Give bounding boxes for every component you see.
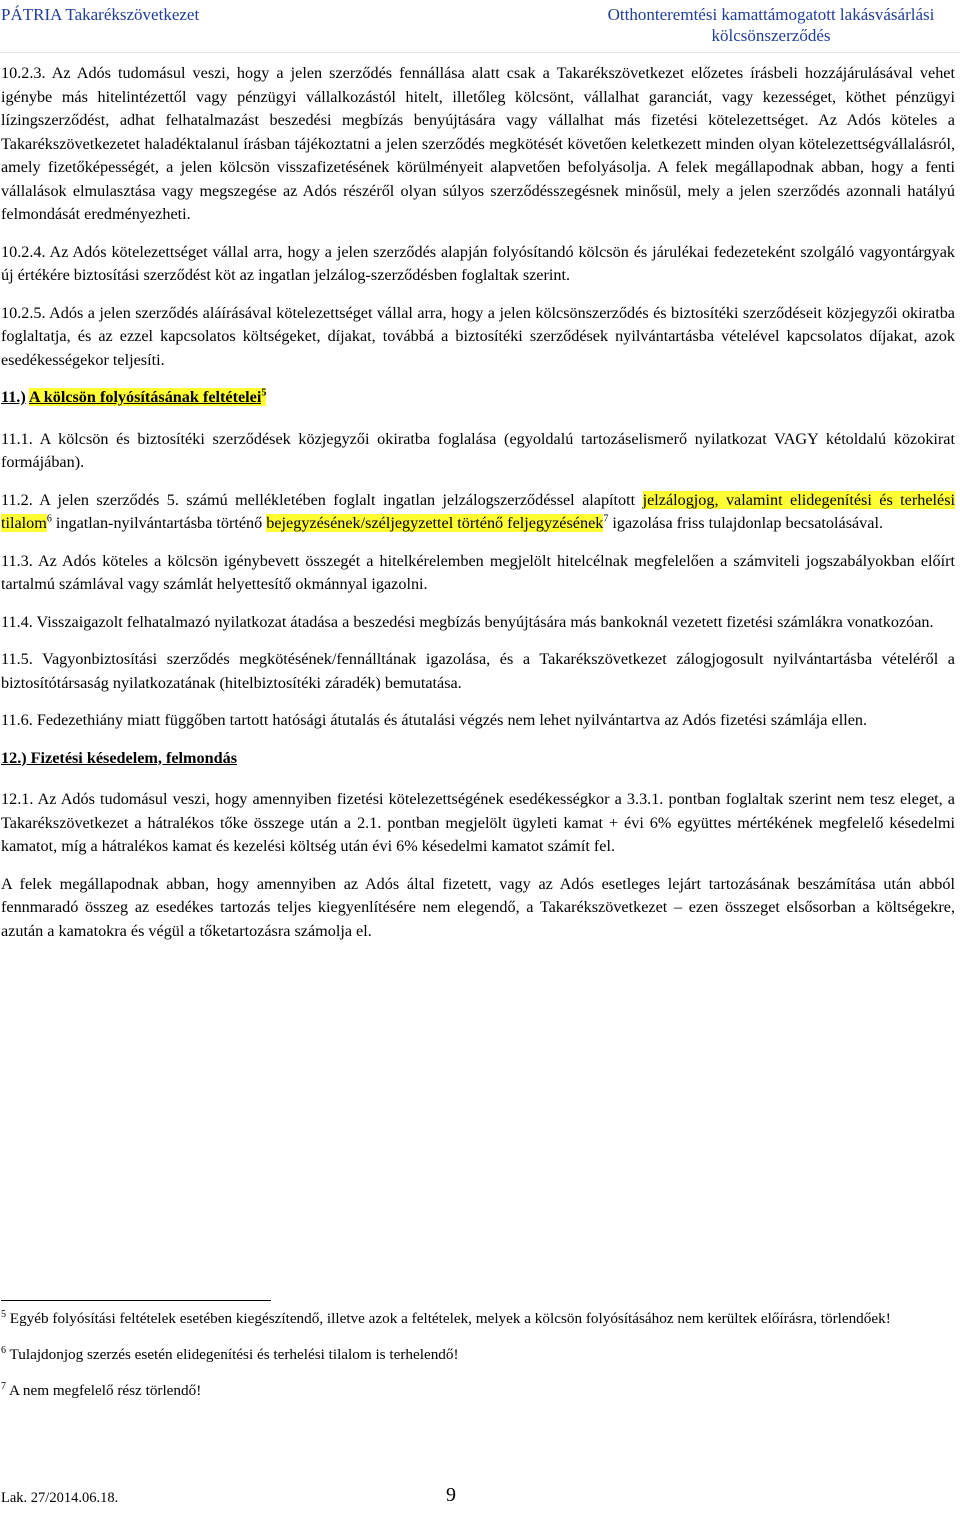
header-divider <box>0 52 960 53</box>
section-11-title: A kölcsön folyósításának feltételei <box>28 388 262 406</box>
footnote-7 <box>1 1380 955 1402</box>
footnotes <box>1 1308 955 1416</box>
paragraph-11-1: 11.1. A kölcsön és biztosítéki szerződések közjegyzői okiratba foglalása (egyoldalú tartozáselismerő nyilatkozat VAGY kétoldalú közokirat formájában). <box>1 429 955 471</box>
header-document-title: Otthonteremtési kamattámogatott lakásvásárlási kölcsönszerződés <box>607 5 935 45</box>
header-bank-name: PÁTRIA Takarékszövetkezet <box>1 5 200 24</box>
paragraph-11-5: 11.5. Vagyonbiztosítási szerződés megkötésének/fennálltának igazolása, és a Takarékszövetkezet zálogjogosult nyilvántartásba vételéről a biztosítótársaság nyilatkozatának (hitelbiztosítéki záradék) bemutatása. <box>1 650 955 692</box>
paragraph-10-2-5: 10.2.5. Adós a jelen szerződés aláírásával kötelezettséget vállal arra, hogy a jelen kölcsönszerződés és biztosítéki szerződéseit közjegyzői okiratba foglaltatja, és az ezzel kapcsolatos költségeket, díjakat, továbbá a biztosítéki szerződések nyilvántartásba vételével kapcsolatos díjakat, azok esedékességekor teljesíti. <box>1 303 955 369</box>
footnote-ref-7: 7 <box>603 513 609 525</box>
footnote-5-number: 5 <box>1 1308 6 1320</box>
highlight-lien-text: jelzálogjog, valamint elidegenítési és terhelési tilalom <box>1 490 956 532</box>
footnote-ref-5: 5 <box>261 387 267 399</box>
highlight-registration-text: bejegyzésének/széljegyzettel történő feljegyzésének <box>266 514 604 532</box>
footnote-5 <box>1 1308 955 1330</box>
page-number: 9 <box>446 1484 456 1506</box>
section-11-heading <box>1 386 955 410</box>
footnote-7-text: A nem megfelelő rész törlendő! <box>6 1382 202 1399</box>
section-12-title: 12.) Fizetési késedelem, felmondás <box>1 748 238 767</box>
footnote-5-text: Egyéb folyósítási feltételek esetében kiegészítendő, illetve azok a feltételek, melyek a kölcsön folyósításához nem kerültek előírásra, törlendőek! <box>6 1310 891 1327</box>
footnote-7-number: 7 <box>1 1380 6 1392</box>
section-12-heading <box>1 747 955 771</box>
footnote-separator <box>1 1300 271 1301</box>
paragraph-11-2-text-2: ingatlan-nyilvántartásba történő <box>51 514 267 532</box>
page-header <box>1 4 957 46</box>
footnote-6 <box>1 1344 955 1366</box>
paragraph-12-1: 12.1. Az Adós tudomásul veszi, hogy amennyiben fizetési kötelezettségének esedékességkor a 3.3.1. pontban foglaltak szerint nem tesz eleget, a Takarékszövetkezet a hátralékos tőke összege után a 2.1. pontban megjelölt ügyleti kamat + évi 6% együttes mértékének megfelelő késedelmi kamatot, míg a hátralékos kamat és kezelési költség után évi 6% késedelmi kamatot számít fel. <box>1 790 955 855</box>
paragraph-10-2-4: 10.2.4. Az Adós kötelezettséget vállal arra, hogy a jelen szerződés alapján folyósítandó kölcsön és járulékai fedezeteként szolgáló vagyontárgyak új értékére biztosítási szerződést köt az ingatlan jelzálog-szerződésben foglaltak szerint. <box>1 242 955 284</box>
footnote-6-text: Tulajdonjog szerzés esetén elidegenítési és terhelési tilalom is terhelendő! <box>6 1346 459 1363</box>
paragraph-11-2-text-3: igazolása friss tulajdonlap becsatolásával. <box>608 514 884 532</box>
paragraph-11-3: 11.3. Az Adós köteles a kölcsön igénybevett összegét a hitelkérelemben megjelölt hitelcélnak megfelelően a számviteli jogszabályokban előírt tartalmú számlával vagy számlát helyettesítő okmánnyal igazolni. <box>1 551 955 593</box>
footnote-ref-6: 6 <box>46 513 52 525</box>
paragraph-11-4: 11.4. Visszaigazolt felhatalmazó nyilatkozat átadása a beszedési megbízás benyújtására más bankoknál vezetett fizetési számlákra vonatkozóan. <box>1 612 934 631</box>
paragraph-10-2-3-part-b: Az Adós köteles a Takarékszövetkezetet haladéktalanul írásban tájékoztatni a jelen szerződés megkötését követően keletkezett minden olyan kötelezettségvállalásról, amely fizetőképességét, a jelen kölcsön visszafizetésének körülményeit alapvetően befolyásolja. A felek megállapodnak abban, hogy a fenti vállalások elmulasztása vagy megszegése az Adós részéről olyan súlyos szerződésszegésnek minősül, mely a jelen szerződés azonnali hatályú felmondását eredményezheti. <box>1 111 955 223</box>
footnote-6-number: 6 <box>1 1344 6 1356</box>
footer-document-code: Lak. 27/2014.06.18. <box>1 1490 119 1506</box>
paragraph-10-2-3-part-a: 10.2.3. Az Adós tudomásul veszi, hogy a jelen szerződés fennállása alatt csak a Takarékszövetkezet előzetes írásbeli hozzájárulásával vehet igénybe más hitelintézettől vagy pénzügyi vállalkozástól hitelt, illetőleg kölcsönt, vállalhat garanciát, vagy kezességet, köthet pénzügyi lízingszerződést, adhat felhatalmazást beszedési megbízás benyújtására vagy vállalhat más fizetési kötelezettséget. <box>1 64 955 129</box>
paragraph-11-2-text-1: 11.2. A jelen szerződés 5. számú mellékletében foglalt ingatlan jelzálogszerződéssel alapított <box>1 490 643 509</box>
paragraph-11-6: 11.6. Fedezethiány miatt függőben tartott hatósági átutalás és átutalási végzés nem lehet nyilvántartva az Adós fizetési számlája ellen. <box>1 711 868 729</box>
section-11-number: 11.) <box>1 388 26 406</box>
paragraph-11-2 <box>1 489 955 536</box>
paragraph-12-agreement: A felek megállapodnak abban, hogy amennyiben az Adós által fizetett, vagy az Adós esetleges lejárt tartozásának beszámítása után abból fennmaradó összeg az esedékes tartozás teljes kiegyenlítésére nem elegendő, a Takarékszövetkezet – ezen összeget elsősorban a költségekre, azután a kamatokra és végül a tőketartozásra számolja el. <box>1 874 955 940</box>
paragraph-10-2-3 <box>1 62 955 227</box>
document-body <box>1 62 955 957</box>
